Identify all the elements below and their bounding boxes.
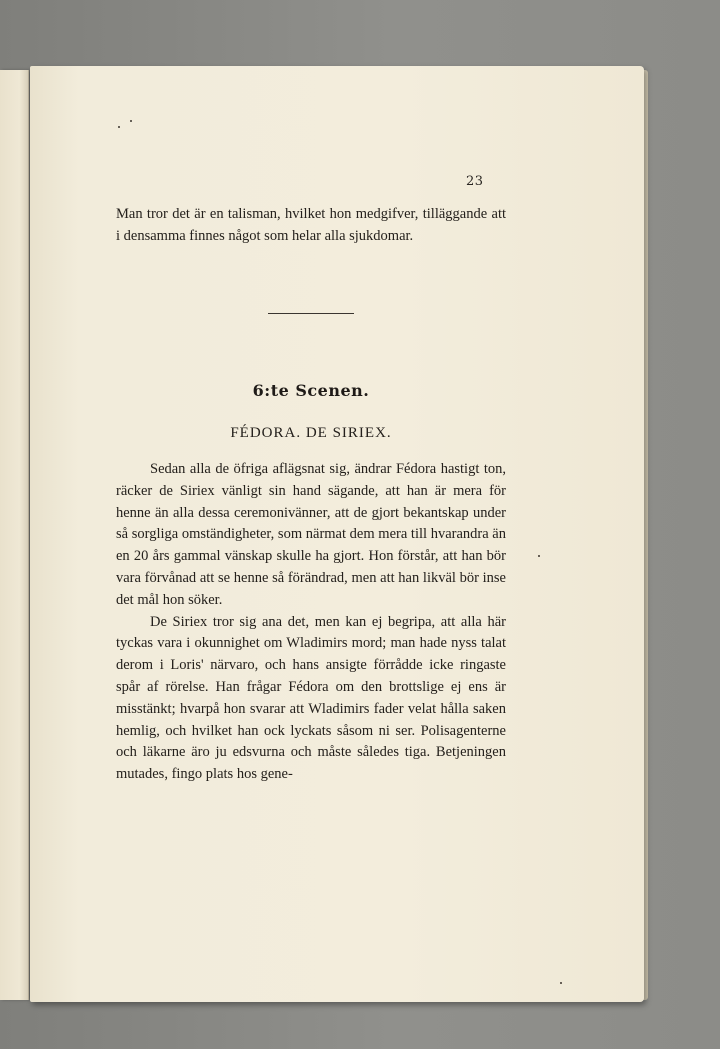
- scene-body: [116, 459, 506, 786]
- paper-speck: [560, 982, 562, 984]
- scene-title: 6:te Scenen.: [252, 381, 370, 400]
- intro-paragraph: Man tror det är en talisman, hvilket hon medgifver, tilläggande att i densamma finnes något som helar alla sjukdomar.: [116, 206, 506, 244]
- facing-page-edge: [0, 70, 29, 1000]
- body-paragraph-2: De Siriex tror sig ana det, men kan ej begripa, att alla här tyckas vara i okunnighet om Wladimirs mord; man hade nyss talat derom i Loris' närvaro, och hans ansigte förrådde icke ringaste spår af rörelse. Han frågar Fédora om den brottslige ej ens är misstänkt; hvarpå hon svarar att Wladimirs fader velat hålla saken hemlig, och hvilket han ock lyckats såsom ni ser. Polisagenterne och läkarne äro ju edsvurna och måste således tiga. Betjeningen mutades, fingo plats hos gene-: [116, 613, 506, 783]
- section-divider: [268, 313, 354, 314]
- paper-speck: [538, 555, 540, 557]
- character-list: FÉDORA. DE SIRIEX.: [230, 425, 392, 441]
- paper-speck: [130, 120, 132, 122]
- paper-speck: [118, 126, 120, 128]
- page-number: 23: [466, 174, 484, 189]
- body-paragraph-1: Sedan alla de öfriga aflägsnat sig, ändrar Fédora hastigt ton, räcker de Siriex vänligt sin hand sägande, att han är mera för henne än alla dessa ceremonivänner, att de gjort bekantskap under så sorgliga omständigheter, som närmat dem mera till hvarandra än en 20 års gammal vänskap skulle ha gjort. Hon förstår, att han bör vara förvånad att se henne så förändrad, men att han likväl bör inse det mål hon söker.: [116, 461, 506, 608]
